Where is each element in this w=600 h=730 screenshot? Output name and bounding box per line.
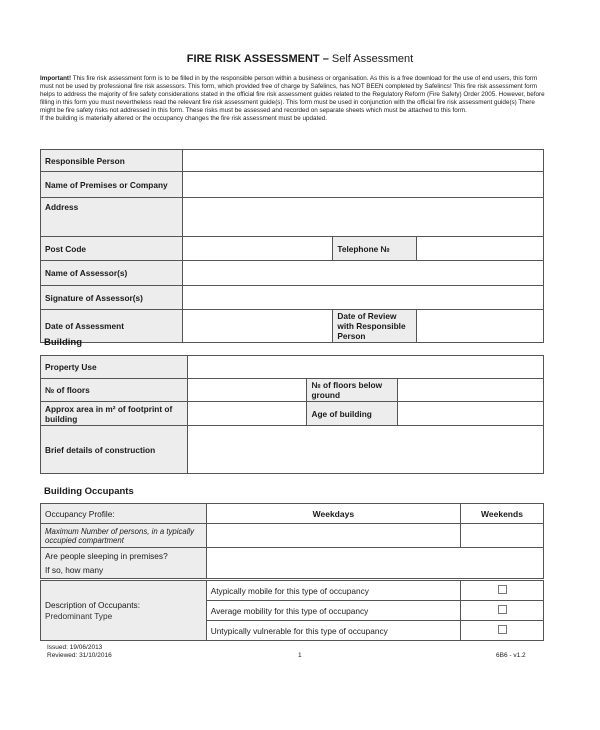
option-atypical-label: Atypically mobile for this type of occupancy — [206, 581, 460, 601]
sleeping-label — [41, 548, 207, 579]
post-code-label: Post Code — [41, 237, 183, 261]
property-use-field[interactable] — [187, 356, 543, 379]
table-row — [41, 237, 544, 261]
predominant-type-label: Predominant Type — [45, 610, 113, 621]
how-many-label: If so, how many — [45, 565, 104, 575]
footer-dates — [47, 644, 112, 660]
table-row — [41, 402, 544, 426]
assessor-name-field[interactable] — [182, 261, 543, 286]
table-row — [41, 581, 544, 601]
page-number: 1 — [298, 652, 302, 659]
table-row — [41, 504, 544, 524]
document-code: 6B6 - v1.2 — [496, 652, 526, 659]
age-label: Age of building — [307, 402, 398, 426]
description-label-cell — [41, 581, 207, 641]
table-row — [41, 426, 544, 474]
max-persons-weekends-field[interactable] — [461, 524, 544, 548]
max-persons-weekdays-field[interactable] — [206, 524, 460, 548]
assessor-signature-field[interactable] — [182, 286, 543, 310]
intro-note: If the building is materially altered or the occupancy changes the fire risk assessment must be updated. — [40, 115, 328, 123]
responsible-person-field[interactable] — [182, 150, 543, 172]
option-atypical-cell — [461, 581, 544, 601]
details-table — [40, 149, 544, 343]
issued-date: Issued: 19/06/2013 — [47, 644, 103, 651]
responsible-person-label: Responsible Person — [41, 150, 183, 172]
table-row — [41, 356, 544, 379]
occupants-table — [40, 503, 544, 579]
title-main: FIRE RISK ASSESSMENT — [186, 53, 320, 65]
building-heading: Building — [44, 337, 82, 348]
assessment-date-field[interactable] — [182, 310, 333, 343]
review-date-field[interactable] — [417, 310, 544, 343]
address-label: Address — [41, 198, 183, 237]
weekends-header: Weekends — [461, 504, 544, 524]
table-row — [41, 150, 544, 172]
address-field[interactable] — [182, 198, 543, 237]
option-vulnerable-label: Untypically vulnerable for this type of occupancy — [206, 621, 460, 641]
intro-body: This fire risk assessment form is to be filled in by the responsible person within a business or organisation. As this is a free download for the use of end users, this form must not be used by professional fire risk assessors. This form, which provided free of charge by Safelincs, has NOT BEEN completed by Safelincs! This fire risk assessment form helps to address the majority of fire safety considerations stated in the official fire risk assessment guides related to the Regulatory Reform (Fire Safety) Order 2005. However, before filling in this form you must nevertheless read the relevant fire risk assessment guide(s). This form must be used in conjunction with the official fire risk assessment guide(s) There might be fire safety risks not addressed in this form. These risks must be assessed and recorded on separate sheets which must be attached to this form. — [40, 75, 545, 115]
floors-below-ground-label: № of floors below ground — [307, 379, 398, 402]
table-row — [41, 379, 544, 402]
option-vulnerable-cell — [461, 621, 544, 641]
table-row — [41, 286, 544, 310]
building-table — [40, 355, 544, 474]
construction-field[interactable] — [187, 426, 543, 474]
table-row — [41, 524, 544, 548]
important-label: Important! — [40, 75, 72, 82]
table-row — [41, 261, 544, 286]
option-average-label: Average mobility for this type of occupancy — [206, 601, 460, 621]
intro-text — [40, 75, 550, 124]
premises-name-field[interactable] — [182, 172, 543, 198]
option-average-cell — [461, 601, 544, 621]
floors-field[interactable] — [187, 379, 307, 402]
reviewed-date: Reviewed: 31/10/2016 — [47, 652, 112, 659]
floors-below-ground-field[interactable] — [398, 379, 544, 402]
assessor-name-label: Name of Assessor(s) — [41, 261, 183, 286]
description-label: Description of Occupants: — [45, 599, 140, 610]
assessment-date-label: Date of Assessment — [41, 310, 183, 343]
occupancy-profile-label: Occupancy Profile: — [41, 504, 207, 524]
occupants-description-table — [40, 580, 544, 641]
table-row — [41, 172, 544, 198]
occupants-heading: Building Occupants — [44, 486, 134, 497]
age-field[interactable] — [398, 402, 544, 426]
review-date-label: Date of Review with Responsible Person — [333, 310, 417, 343]
telephone-field[interactable] — [417, 237, 544, 261]
checkbox-vulnerable[interactable] — [498, 625, 507, 634]
area-field[interactable] — [187, 402, 307, 426]
weekdays-header: Weekdays — [206, 504, 460, 524]
construction-label: Brief details of construction — [41, 426, 188, 474]
intro-paragraph — [40, 75, 550, 115]
title-separator: – — [319, 53, 332, 65]
table-row — [41, 548, 544, 579]
telephone-label: Telephone № — [333, 237, 417, 261]
assessor-signature-label: Signature of Assessor(s) — [41, 286, 183, 310]
floors-label: № of floors — [41, 379, 188, 402]
max-persons-label: Maximum Number of persons, in a typically occupied compartment — [41, 524, 207, 548]
title-subtitle: Self Assessment — [331, 53, 414, 65]
table-row — [41, 310, 544, 343]
property-use-label: Property Use — [41, 356, 188, 379]
checkbox-atypical[interactable] — [498, 585, 507, 594]
table-row — [41, 198, 544, 237]
document-title — [0, 53, 600, 65]
post-code-field[interactable] — [182, 237, 333, 261]
sleeping-field[interactable] — [206, 548, 543, 579]
sleeping-question: Are people sleeping in premises? — [45, 551, 168, 561]
premises-name-label: Name of Premises or Company — [41, 172, 183, 198]
checkbox-average[interactable] — [498, 605, 507, 614]
area-label: Approx area in m² of footprint of building — [41, 402, 188, 426]
